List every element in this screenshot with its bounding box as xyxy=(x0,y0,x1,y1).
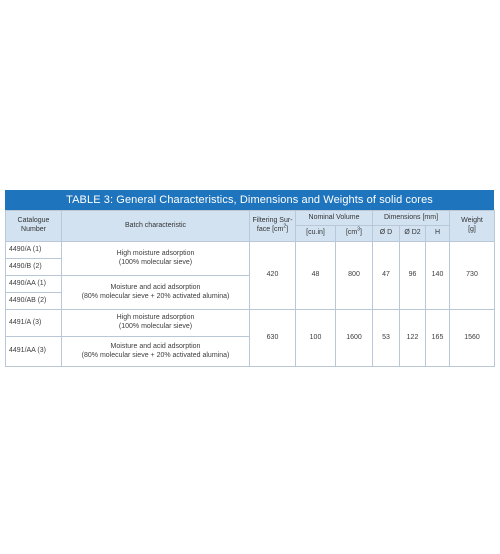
batch-line1: High moisture adsorption xyxy=(116,314,195,322)
characteristics-table xyxy=(5,190,494,367)
header-d2: Ø D2 xyxy=(400,226,426,242)
batch-cell xyxy=(62,242,250,276)
header-h: H xyxy=(426,226,450,242)
table-title: TABLE 3: General Characteristics, Dimensions and Weights of solid cores xyxy=(5,190,494,210)
batch-line2: (80% molecular sieve + 20% activated alumina) xyxy=(81,351,230,359)
header-cuin: [cu.in] xyxy=(296,226,336,242)
cuin-cell: 48 xyxy=(296,242,336,310)
header-weight-label: Weight xyxy=(461,217,483,225)
batch-line1: High moisture adsorption xyxy=(116,249,195,257)
h-cell: 165 xyxy=(426,310,450,367)
catalogue-cell: 4490/AB (2) xyxy=(6,293,62,310)
d2-cell: 96 xyxy=(400,242,426,310)
header-cm3-sup: 3 xyxy=(357,226,361,233)
header-d: Ø D xyxy=(373,226,400,242)
header-filtering-line1: Filtering Sur- xyxy=(252,217,293,225)
header-filtering-close: ] xyxy=(286,226,289,233)
table-row xyxy=(6,242,495,259)
header-dimensions: Dimensions [mm] xyxy=(373,211,450,226)
header-filtering xyxy=(250,211,296,242)
catalogue-cell: 4490/A (1) xyxy=(6,242,62,259)
header-batch: Batch characteristic xyxy=(62,211,250,242)
batch-line2: (100% molecular sieve) xyxy=(118,323,193,330)
d-cell: 47 xyxy=(373,242,400,310)
weight-cell: 1560 xyxy=(450,310,495,367)
catalogue-cell: 4490/B (2) xyxy=(6,259,62,276)
header-cm3-close: ] xyxy=(360,229,362,237)
header-filtering-line2: face [cm xyxy=(256,226,284,233)
header-weight-unit: [g] xyxy=(468,226,476,233)
catalogue-cell: 4490/AA (1) xyxy=(6,276,62,293)
data-table xyxy=(5,210,495,367)
header-cm3-unit: [cm xyxy=(345,229,358,237)
d-cell: 53 xyxy=(373,310,400,367)
header-filtering-sup: 2 xyxy=(283,223,287,230)
batch-line2: (80% molecular sieve + 20% activated alumina) xyxy=(81,292,230,300)
batch-cell xyxy=(62,276,250,310)
catalogue-cell: 4491/A (3) xyxy=(6,310,62,337)
batch-line1: Moisture and acid adsorption xyxy=(110,342,201,350)
batch-cell xyxy=(62,337,250,367)
header-cm3 xyxy=(336,226,373,242)
cm3-cell: 800 xyxy=(336,242,373,310)
d2-cell: 122 xyxy=(400,310,426,367)
cuin-cell: 100 xyxy=(296,310,336,367)
header-nominal-volume: Nominal Volume xyxy=(296,211,373,226)
batch-line1: Moisture and acid adsorption xyxy=(110,283,201,291)
table-row xyxy=(6,310,495,337)
batch-line2: (100% molecular sieve) xyxy=(118,258,193,266)
filtering-cell: 420 xyxy=(250,242,296,310)
filtering-cell: 630 xyxy=(250,310,296,367)
batch-cell xyxy=(62,310,250,337)
header-weight xyxy=(450,211,495,242)
weight-cell: 730 xyxy=(450,242,495,310)
header-catalogue: Catalogue Number xyxy=(6,211,62,242)
cm3-cell: 1600 xyxy=(336,310,373,367)
h-cell: 140 xyxy=(426,242,450,310)
catalogue-cell: 4491/AA (3) xyxy=(6,337,62,367)
